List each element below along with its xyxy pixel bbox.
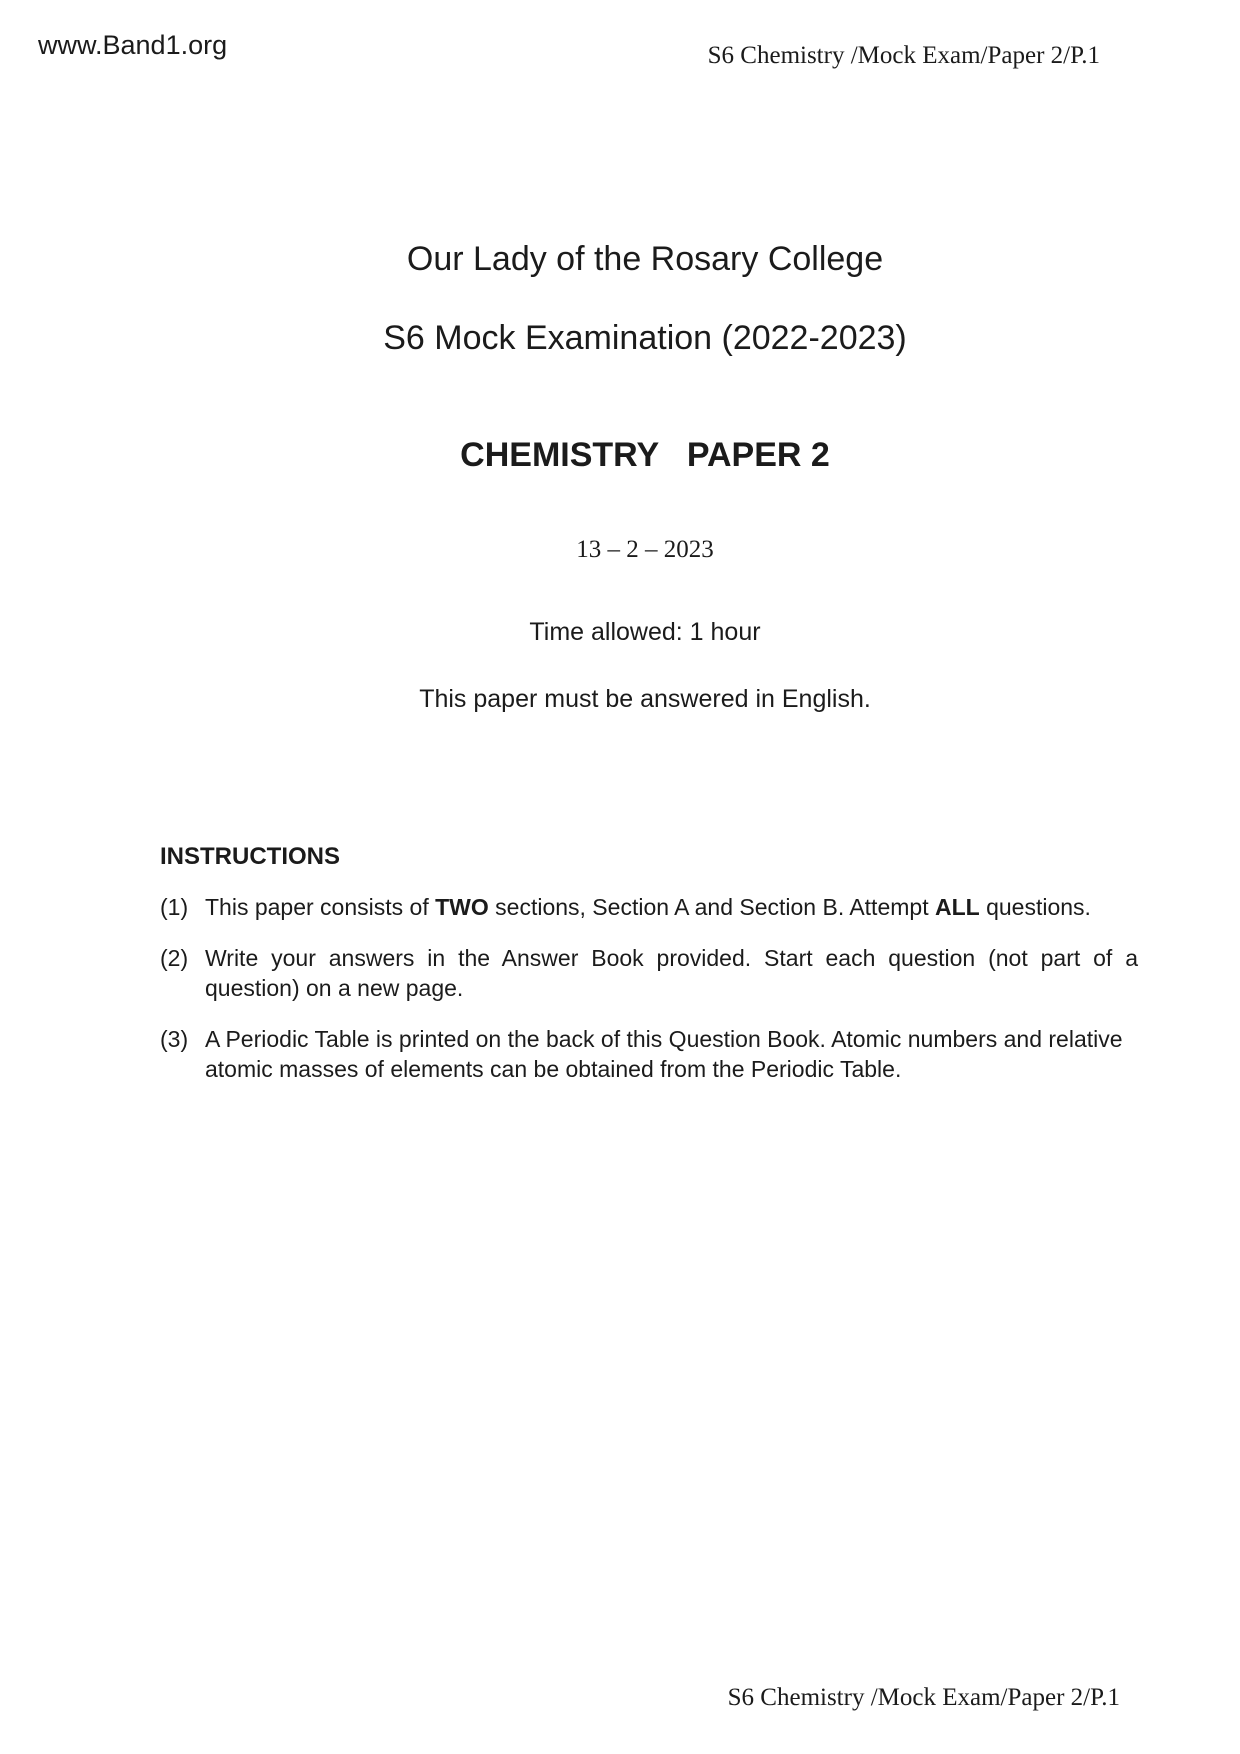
- language-note: This paper must be answered in English.: [419, 685, 871, 713]
- instruction-number-1: (1): [160, 894, 189, 920]
- instruction-1-bold-two: TWO: [435, 894, 489, 920]
- instruction-item-3: [160, 1024, 1138, 1084]
- instruction-1-text-post: questions.: [979, 894, 1091, 920]
- title-block: [155, 241, 1135, 714]
- instruction-2-line-1: Write your answers in the Answer Book provided. Start each question (not part of a: [205, 945, 1138, 971]
- instruction-1-bold-all: ALL: [934, 894, 980, 920]
- instruction-number-2: (2): [160, 945, 189, 971]
- instruction-1-text-mid: sections, Section A and Section B. Attempt: [488, 894, 935, 920]
- instruction-number-3: (3): [160, 1026, 189, 1052]
- instruction-2-line-2: question) on a new page.: [205, 975, 464, 1001]
- instruction-3-line-1: A Periodic Table is printed on the back of this Question Book. Atomic numbers and relative: [205, 1026, 1123, 1052]
- instructions-heading: INSTRUCTIONS: [160, 843, 340, 870]
- instruction-text-1: [205, 892, 1138, 922]
- watermark-url: www.Band1.org: [38, 30, 228, 60]
- header-paper-reference: S6 Chemistry /Mock Exam/Paper 2/P.1: [707, 42, 1100, 69]
- instruction-item-1: [160, 892, 1138, 922]
- instruction-item-2: [160, 943, 1138, 1003]
- paper-title: CHEMISTRY PAPER 2: [460, 436, 830, 474]
- footer-paper-reference: S6 Chemistry /Mock Exam/Paper 2/P.1: [727, 1684, 1120, 1711]
- time-allowed: Time allowed: 1 hour: [529, 618, 761, 646]
- instructions-section: [160, 842, 1138, 1084]
- school-name: Our Lady of the Rosary College: [406, 240, 884, 278]
- exam-title: S6 Mock Examination (2022-2023): [383, 319, 907, 357]
- exam-date: 13 – 2 – 2023: [576, 536, 714, 563]
- instruction-3-line-2: atomic masses of elements can be obtained from the Periodic Table.: [205, 1056, 902, 1082]
- instruction-1-text-pre: This paper consists of: [205, 894, 436, 920]
